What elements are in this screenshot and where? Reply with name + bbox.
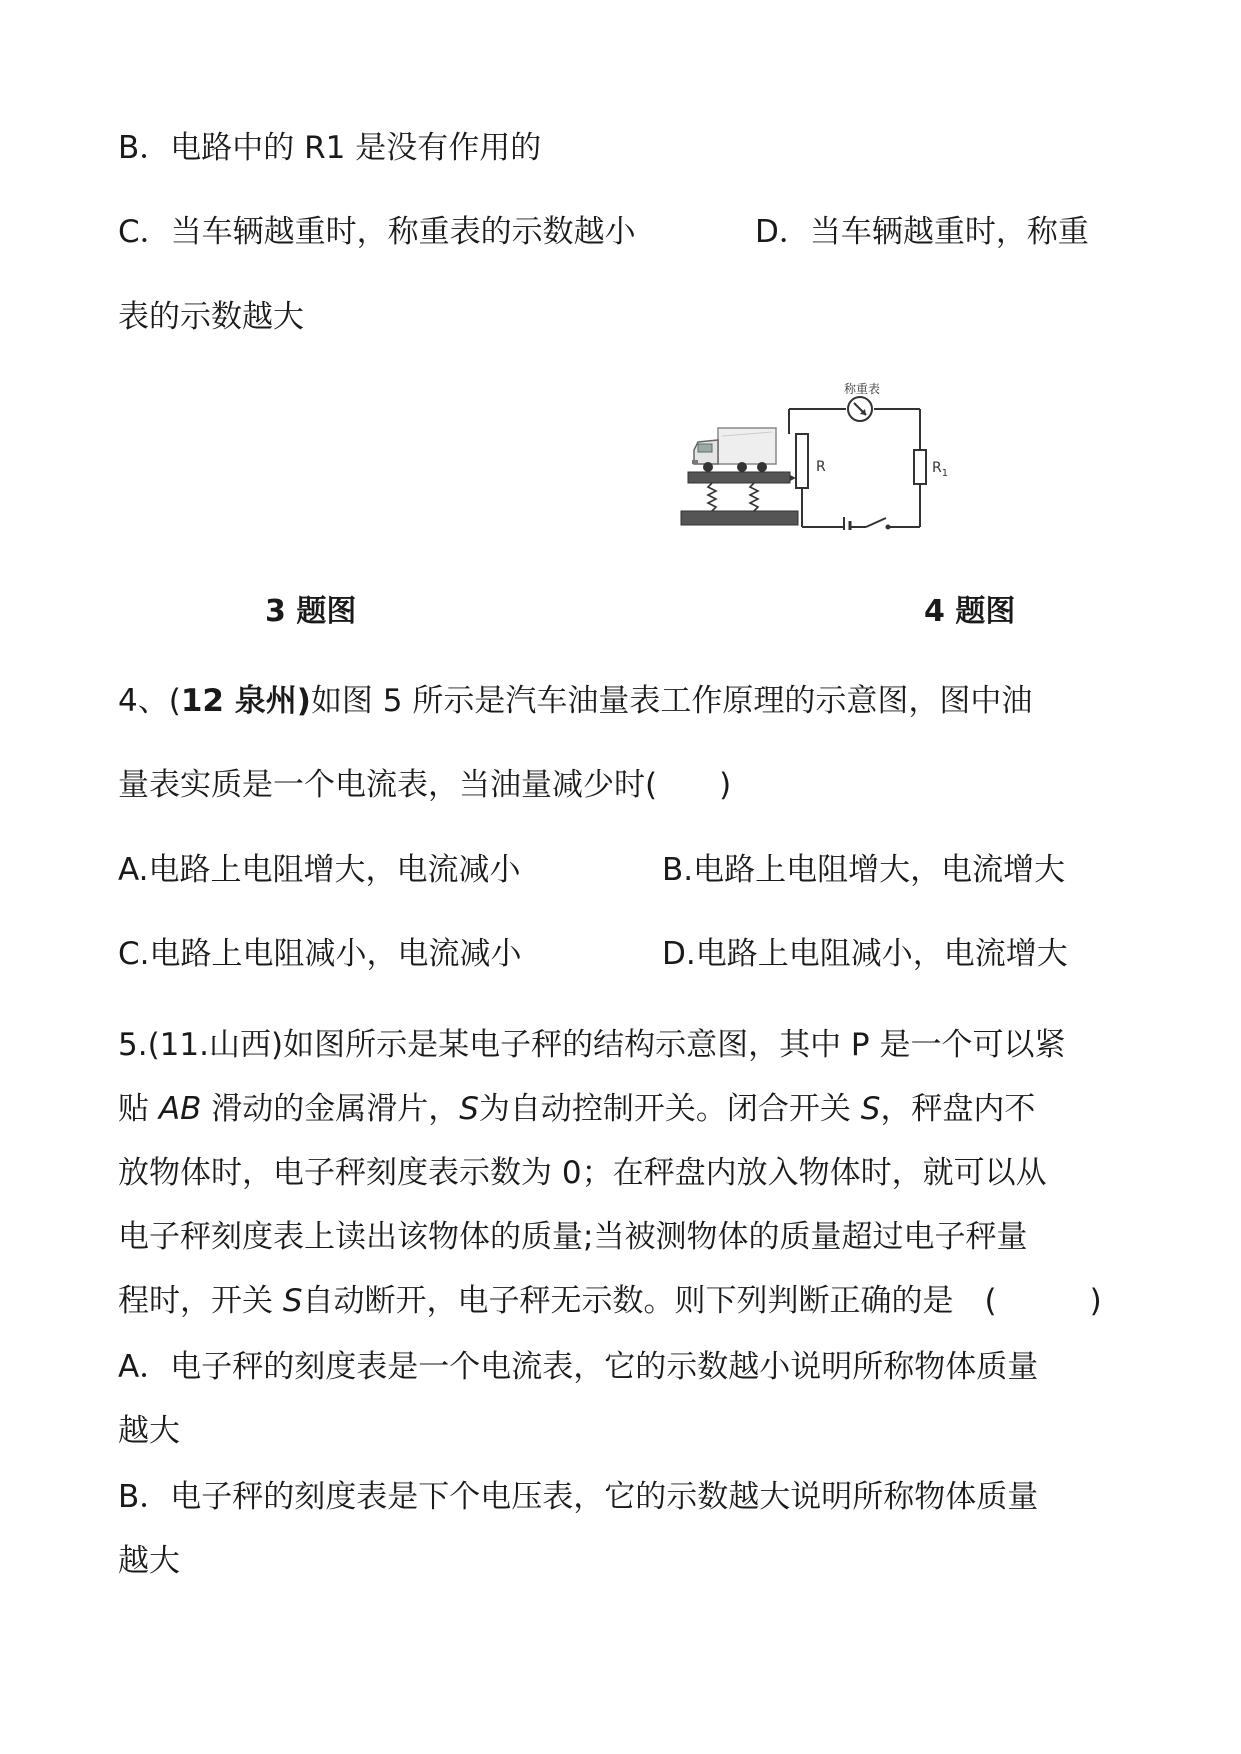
- q4-source: 12 泉州: [180, 683, 297, 719]
- q5-symbol-s: S: [282, 1283, 303, 1319]
- q5-option-a-continued: 越大: [118, 1413, 180, 1449]
- figure-3-caption: 3 题图: [265, 594, 357, 629]
- q5-text: 贴: [118, 1091, 159, 1127]
- q5-text: 程时，开关: [118, 1283, 283, 1319]
- q5-option-b-continued: 越大: [118, 1543, 180, 1579]
- q5-text: ，秤盘内不: [880, 1091, 1036, 1127]
- truck-icon: [692, 428, 776, 472]
- q3-option-b: B．电路中的 R1 是没有作用的: [118, 130, 542, 166]
- spring-icons: [708, 483, 758, 511]
- q4-source-close: ): [296, 683, 311, 719]
- q4-stem-text: 如图 5 所示是汽车油量表工作原理的示意图，图中油: [310, 683, 1033, 719]
- q5-stem-line-2: [118, 1089, 1035, 1129]
- q5-stem-line-3: 放物体时，电子秤刻度表示数为 0；在秤盘内放入物体时，就可以从: [118, 1155, 1047, 1191]
- q5-text: 为自动控制开关。闭合开关: [478, 1091, 861, 1127]
- q4-option-a: A.电路上电阻增大，电流减小: [118, 852, 521, 888]
- weighing-platform: [688, 472, 790, 483]
- meter-icon: [848, 397, 872, 421]
- base-plate: [681, 511, 798, 525]
- rheostat-r-icon: [796, 434, 808, 488]
- q4-number: 4、(: [118, 683, 181, 719]
- battery-icon: [844, 517, 850, 530]
- q3-option-c: C．当车辆越重时，称重表的示数越小: [118, 214, 636, 250]
- q5-stem-line-1: 5.(11.山西)如图所示是某电子秤的结构示意图，其中 P 是一个可以紧: [118, 1027, 1066, 1063]
- q4-stem-line-1: [118, 681, 1032, 721]
- q5-option-a: A．电子秤的刻度表是一个电流表，它的示数越小说明所称物体质量: [118, 1349, 1039, 1385]
- figure-4-caption: 4 题图: [924, 594, 1016, 629]
- q5-option-b: B．电子秤的刻度表是下个电压表，它的示数越大说明所称物体质量: [118, 1479, 1039, 1515]
- q5-text: 滑动的金属滑片，: [201, 1091, 460, 1127]
- q5-stem-line-5: [118, 1281, 1102, 1321]
- meter-label: 称重表: [844, 382, 881, 396]
- switch-icon: [866, 518, 891, 530]
- r1-label: $R_1$: [932, 460, 949, 479]
- q5-symbol-ab: AB: [158, 1091, 202, 1127]
- r-label: R: [816, 459, 826, 475]
- q5-text: 自动断开，电子秤无示数。则下列判断正确的是 ( ): [302, 1283, 1102, 1319]
- q4-option-c: C.电路上电阻减小，电流减小: [118, 936, 522, 972]
- q5-stem-line-4: 电子秤刻度表上读出该物体的质量;当被测物体的质量超过电子秤量: [118, 1219, 1028, 1255]
- q4-option-d: D.电路上电阻减小，电流增大: [662, 936, 1068, 972]
- q3-option-d-continued: 表的示数越大: [118, 299, 304, 335]
- q5-symbol-s: S: [459, 1091, 479, 1127]
- q4-option-b: B.电路上电阻增大，电流增大: [662, 852, 1066, 888]
- q3-option-d: D．当车辆越重时，称重: [755, 214, 1089, 250]
- resistor-r1-icon: [914, 450, 926, 484]
- q4-stem-line-2: 量表实质是一个电流表，当油量减少时( ): [118, 767, 732, 803]
- weighing-circuit-figure: [676, 380, 966, 530]
- q5-symbol-s: S: [860, 1091, 881, 1127]
